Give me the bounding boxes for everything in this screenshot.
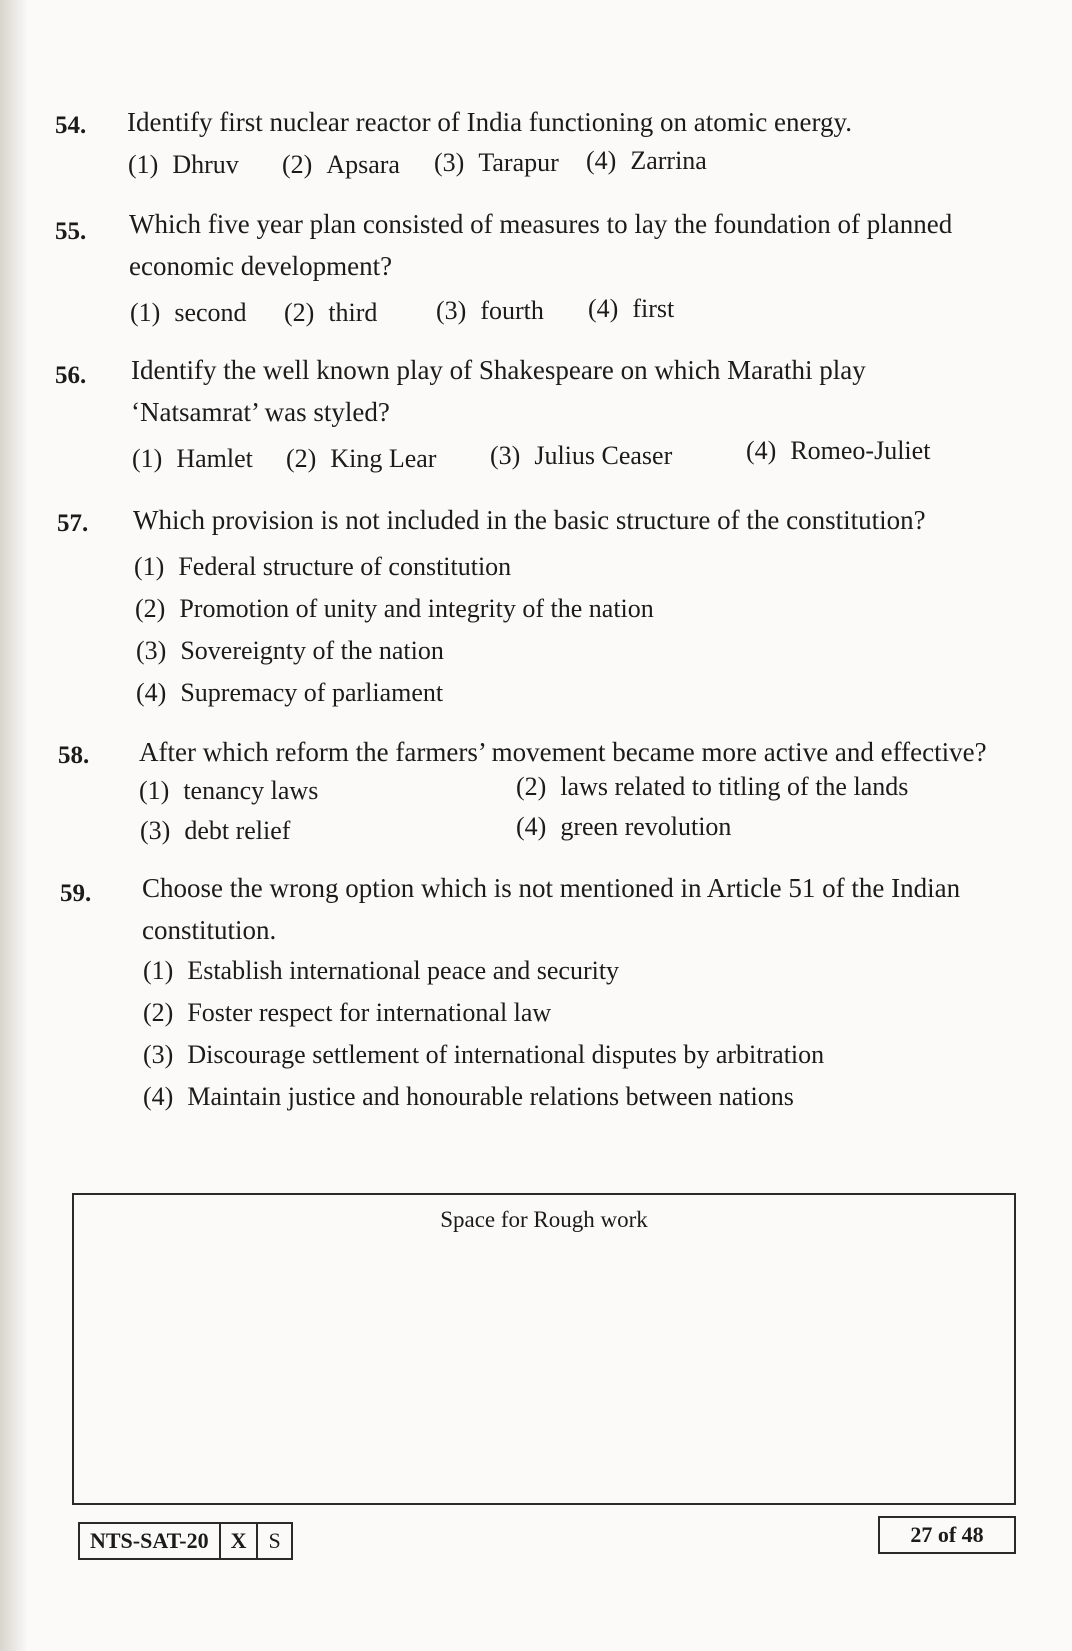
paper-code-x: X (221, 1524, 259, 1558)
option-text: Hamlet (176, 444, 253, 473)
option-number: (2) (516, 772, 547, 801)
option-text: debt relief (184, 816, 291, 845)
option (516, 812, 731, 842)
option-text: King Lear (330, 444, 437, 473)
option-number: (3) (434, 148, 465, 177)
option (588, 294, 674, 324)
question-number: 54. (55, 112, 87, 139)
option-number: (3) (143, 1040, 174, 1069)
option-number: (2) (143, 998, 174, 1027)
page-number: 27 of 48 (878, 1516, 1016, 1554)
question-text: Which provision is not included in the basic structure of the constitution? (133, 505, 926, 535)
option (140, 816, 290, 846)
option-text: Discourage settlement of international disputes by arbitration (187, 1040, 825, 1069)
option-number: (4) (136, 678, 167, 707)
option-number: (2) (135, 594, 166, 623)
option-number: (1) (130, 298, 161, 327)
question-number: 57. (57, 510, 89, 537)
option (128, 150, 239, 180)
question-number: 59. (60, 880, 92, 907)
option-text: green revolution (560, 812, 732, 841)
option (143, 956, 619, 986)
option-number: (4) (746, 436, 777, 465)
option (434, 148, 559, 178)
option-text: Promotion of unity and integrity of the nation (179, 594, 654, 623)
option (132, 444, 253, 474)
option-text: Establish international peace and security (187, 956, 620, 985)
option (139, 776, 318, 806)
option (143, 1082, 794, 1112)
option-text: fourth (480, 296, 544, 325)
rough-work-box (72, 1193, 1016, 1505)
question-text: Identify first nuclear reactor of India functioning on atomic energy. (127, 107, 852, 137)
question-number: 55. (55, 218, 87, 245)
option-text: Federal structure of constitution (178, 552, 512, 581)
question-number: 56. (55, 362, 87, 389)
question-text: Choose the wrong option which is not mentioned in Article 51 of the Indian constitution. (142, 873, 961, 945)
option-number: (3) (140, 816, 171, 845)
option-text: Maintain justice and honourable relations between nations (187, 1082, 794, 1111)
option (143, 1040, 824, 1070)
option-text: Dhruv (172, 150, 239, 179)
rough-work-label: Space for Rough work (440, 1207, 648, 1232)
option-text: Tarapur (478, 148, 559, 177)
option-text: Romeo-Juliet (790, 436, 931, 465)
option-number: (3) (436, 296, 467, 325)
option (136, 678, 443, 708)
option-text: Foster respect for international law (187, 998, 552, 1027)
option-number: (2) (284, 298, 315, 327)
option-number: (1) (128, 150, 159, 179)
option-number: (4) (588, 294, 619, 323)
paper-code-box (78, 1522, 293, 1560)
option-text: laws related to titling of the lands (560, 772, 909, 801)
paper-code-s: S (268, 1528, 281, 1553)
option-number: (2) (282, 150, 313, 179)
question-text: Which five year plan consisted of measures to lay the foundation of planned economic development? (129, 209, 953, 281)
option-text: tenancy laws (183, 776, 319, 805)
option-number: (3) (136, 636, 167, 665)
option-number: (3) (490, 441, 521, 470)
option-text: Zarrina (630, 146, 707, 175)
option-number: (2) (286, 444, 317, 473)
option-text: Sovereignty of the nation (180, 636, 444, 665)
option (134, 552, 511, 582)
option-text: Supremacy of parliament (180, 678, 444, 707)
question-text: Identify the well known play of Shakespeare on which Marathi play ‘Natsamrat’ was styled? (131, 355, 866, 427)
option-number: (1) (134, 552, 165, 581)
option-number: (1) (139, 776, 170, 805)
option (746, 436, 930, 466)
option (135, 594, 654, 624)
page-edge-shadow (0, 0, 28, 1651)
option-text: Apsara (326, 150, 400, 179)
option-text: Julius Ceaser (534, 441, 673, 470)
option (586, 146, 707, 176)
option-number: (1) (143, 956, 174, 985)
option (284, 298, 377, 328)
question-number: 58. (58, 742, 90, 769)
option-number: (4) (516, 812, 547, 841)
paper-code: NTS-SAT-20 (80, 1524, 221, 1558)
option (516, 772, 908, 802)
option (143, 998, 551, 1028)
option (136, 636, 444, 666)
option (436, 296, 544, 326)
question-text: After which reform the farmers’ movement became more active and effective? (139, 737, 987, 767)
option (286, 444, 436, 474)
option-number: (1) (132, 444, 163, 473)
option-text: first (632, 294, 675, 323)
option (282, 150, 400, 180)
option (490, 441, 672, 471)
option-text: second (174, 298, 247, 327)
option-number: (4) (586, 146, 617, 175)
option (130, 298, 247, 328)
option-text: third (328, 298, 378, 327)
option-number: (4) (143, 1082, 174, 1111)
